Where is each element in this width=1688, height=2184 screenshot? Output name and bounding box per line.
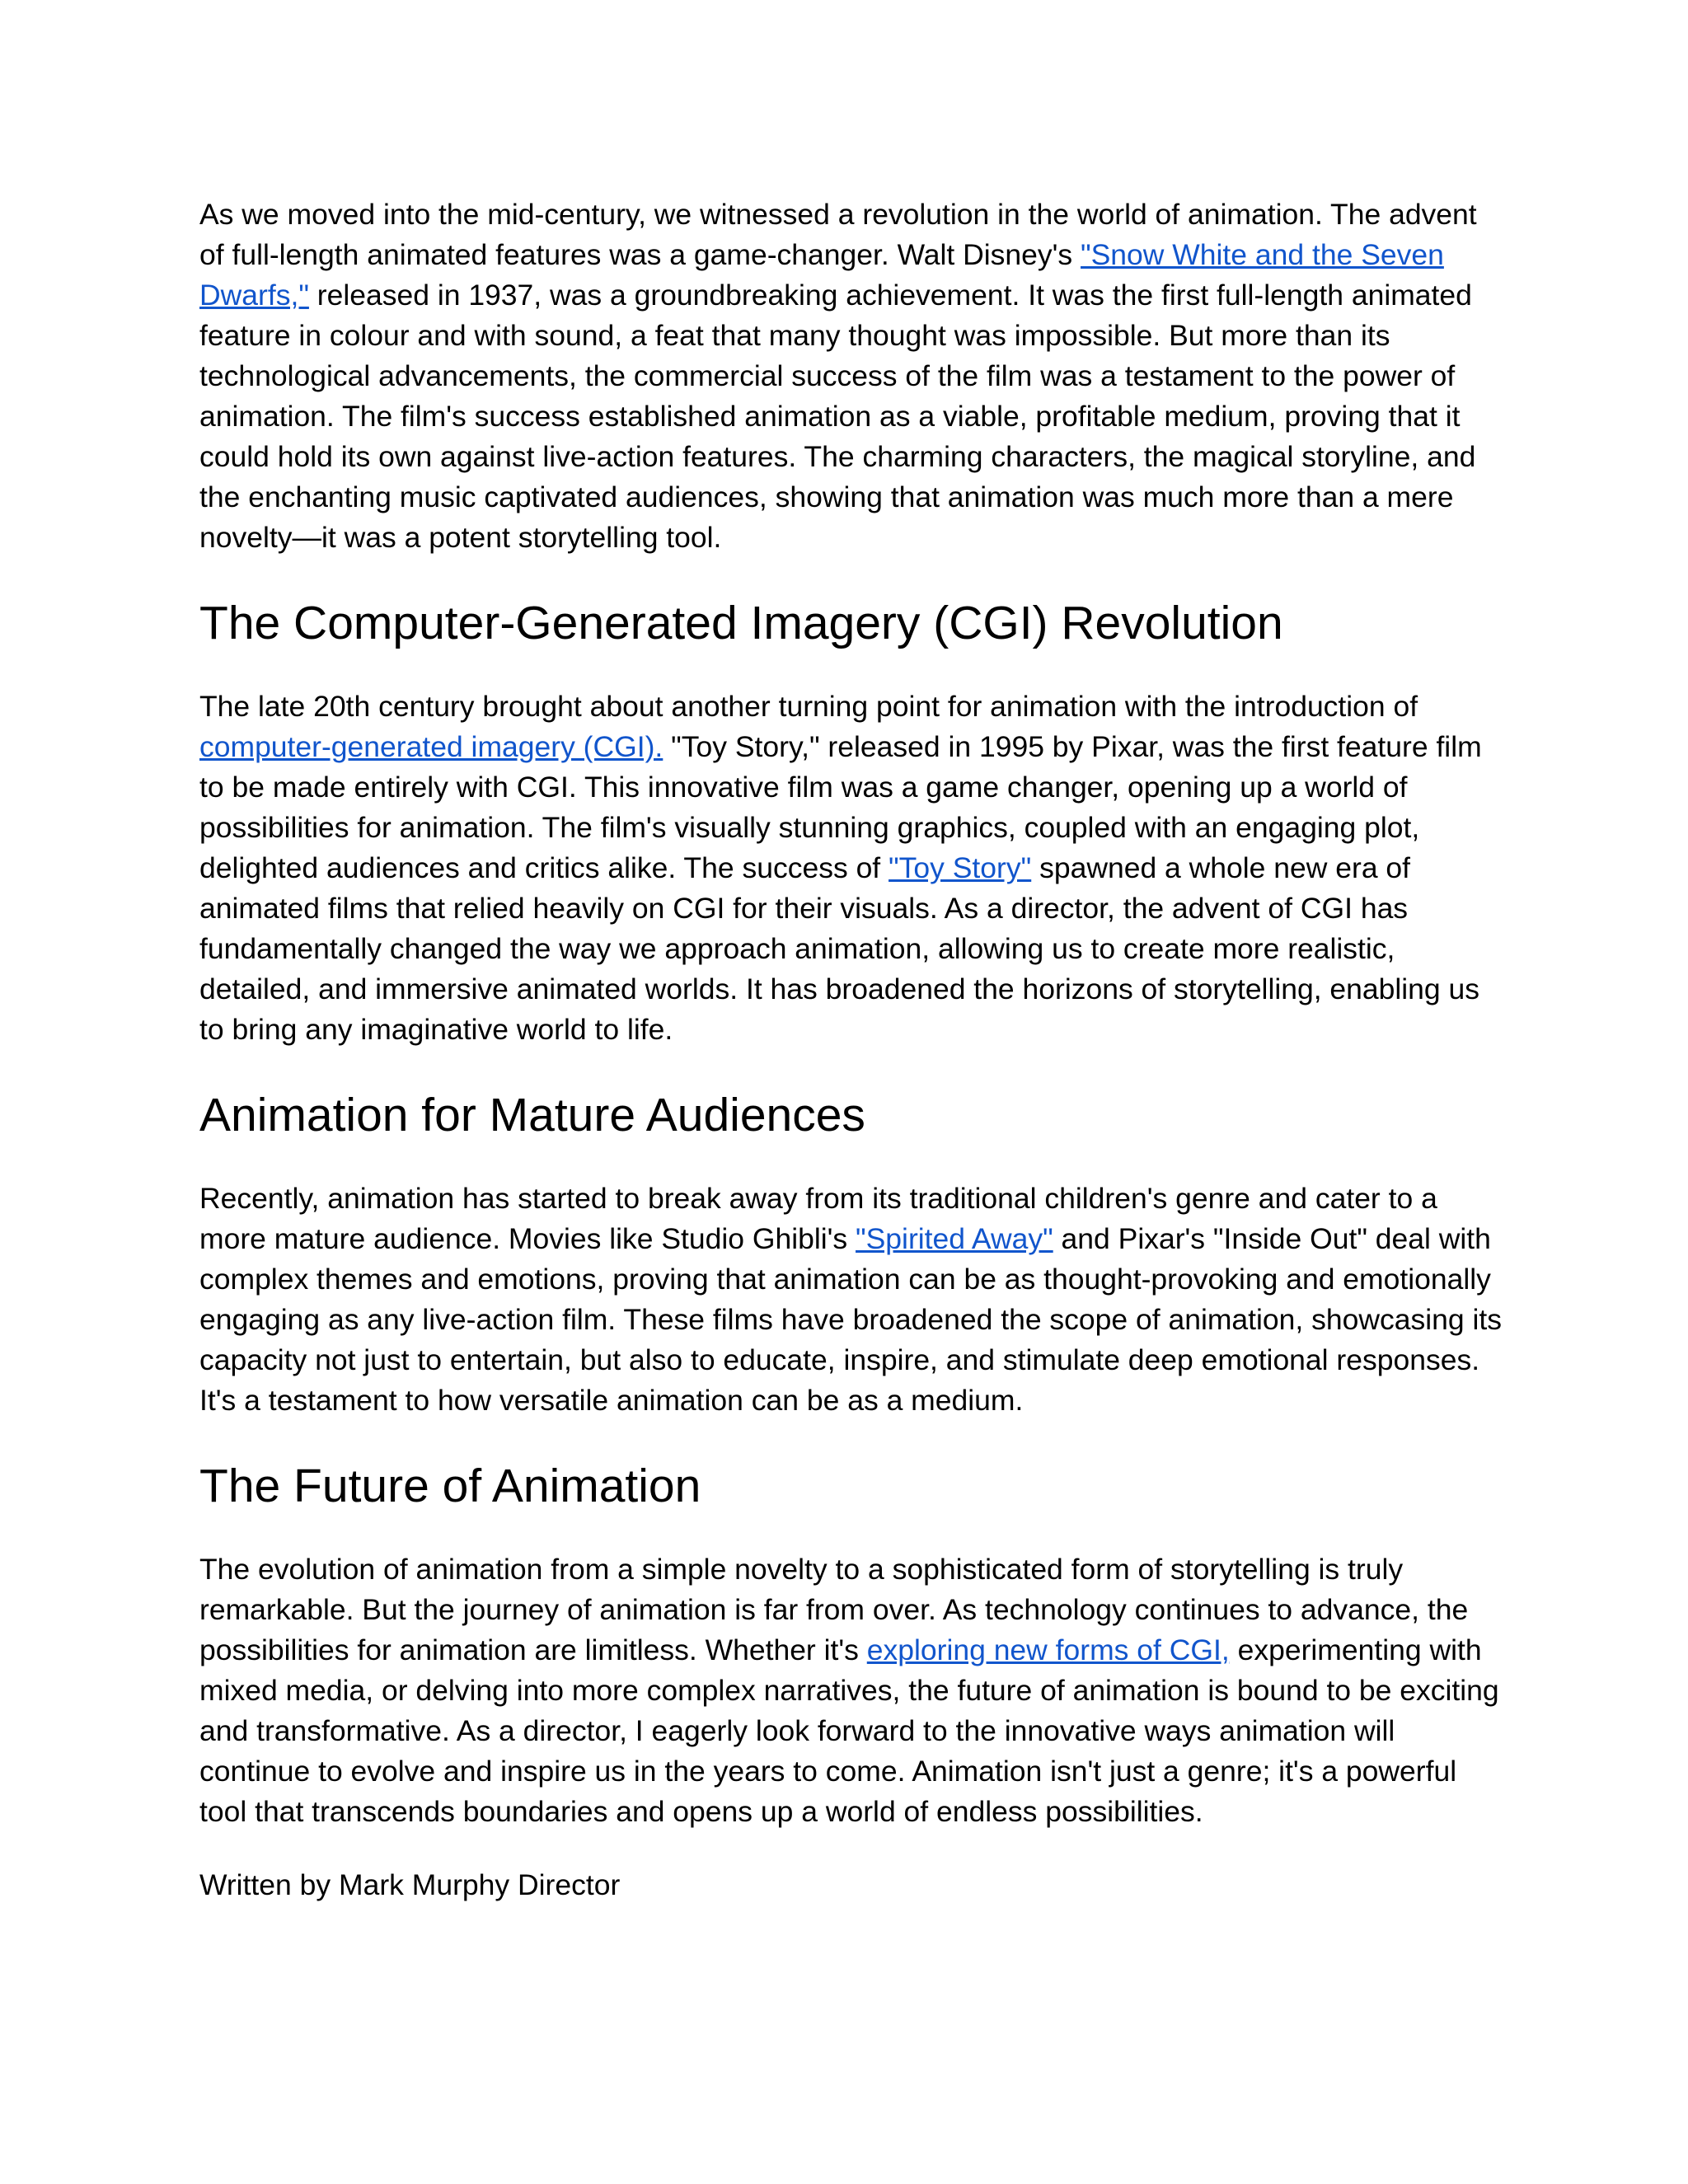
author-byline: Written by Mark Murphy Director (199, 1868, 621, 1901)
snow-white-link[interactable]: "Snow White and the Seven Dwarfs," (199, 238, 1444, 312)
mature-paragraph (199, 1179, 1507, 1421)
future-section-heading: The Future of Animation (199, 1460, 701, 1512)
intro-text-end: released in 1937, was a groundbreaking achievement. It was the first full-length animated feature in colour and with sound, a feat that many thought was impossible. But more than its technological advancements, the commercial success of the film was a testament to the power of animation. The film's success established animation as a viable, profitable medium, proving that it could hold its own against live-action features. The charming characters, the magical storyline, and the enchanting music captivated audiences, showing that animation was much more than a mere novelty—it was a potent storytelling tool. (199, 279, 1476, 554)
future-text-start: The evolution of animation from a simple novelty to a sophisticated form of storytelling is truly remarkable. But the journey of animation is far from over. As technology continues to advance, the possibilities for animation are limitless. Whether it's (199, 1553, 1469, 1666)
new-forms-cgi-link[interactable]: exploring new forms of CGI, (866, 1633, 1230, 1666)
cgi-text-middle: "Toy Story," released in 1995 by Pixar, was the first feature film to be made entirely with CGI. This innovative film was a game changer, opening up a world of possibilities for animation. The film's visually stunning graphics, coupled with an engaging plot, delighted audiences and critics alike. The success of (199, 730, 1482, 884)
intro-text-start: As we moved into the mid-century, we witnessed a revolution in the world of animation. The advent of full-length animated features was a game-changer. Walt Disney's (199, 198, 1477, 271)
mature-text-start: Recently, animation has started to break away from its traditional children's genre and cater to a more mature audience. Movies like Studio Ghibli's (199, 1182, 1437, 1255)
mature-section-heading: Animation for Mature Audiences (199, 1089, 865, 1141)
future-paragraph (199, 1549, 1507, 1832)
toy-story-link[interactable]: "Toy Story" (889, 851, 1032, 884)
spirited-away-link[interactable]: "Spirited Away" (856, 1222, 1053, 1255)
cgi-section-heading: The Computer-Generated Imagery (CGI) Revolution (199, 597, 1283, 649)
cgi-text-end: spawned a whole new era of animated films that relied heavily on CGI for their visuals. As a director, the advent of CGI has fundamentally changed the way we approach animation, allowing us to create more realistic, detailed, and immersive animated worlds. It has broadened the horizons of storytelling, enabling us to bring any imaginative world to life. (199, 851, 1480, 1046)
cgi-paragraph (199, 687, 1507, 1050)
intro-paragraph (199, 194, 1507, 558)
cgi-text-start: The late 20th century brought about another turning point for animation with the introduction of (199, 690, 1418, 723)
document-page (199, 194, 1507, 1905)
mature-text-end: and Pixar's "Inside Out" deal with complex themes and emotions, proving that animation can be as thought-provoking and emotionally engaging as any live-action film. These films have broadened the scope of animation, showcasing its capacity not just to entertain, but also to educate, inspire, and stimulate deep emotional responses. It's a testament to how versatile animation can be as a medium. (199, 1222, 1502, 1417)
cgi-link[interactable]: computer-generated imagery (CGI). (199, 730, 663, 763)
future-text-end: experimenting with mixed media, or delving into more complex narratives, the future of animation is bound to be exciting and transformative. As a director, I eagerly look forward to the innovative ways animation will continue to evolve and inspire us in the years to come. Animation isn't just a genre; it's a powerful tool that transcends boundaries and opens up a world of endless possibilities. (199, 1633, 1499, 1828)
